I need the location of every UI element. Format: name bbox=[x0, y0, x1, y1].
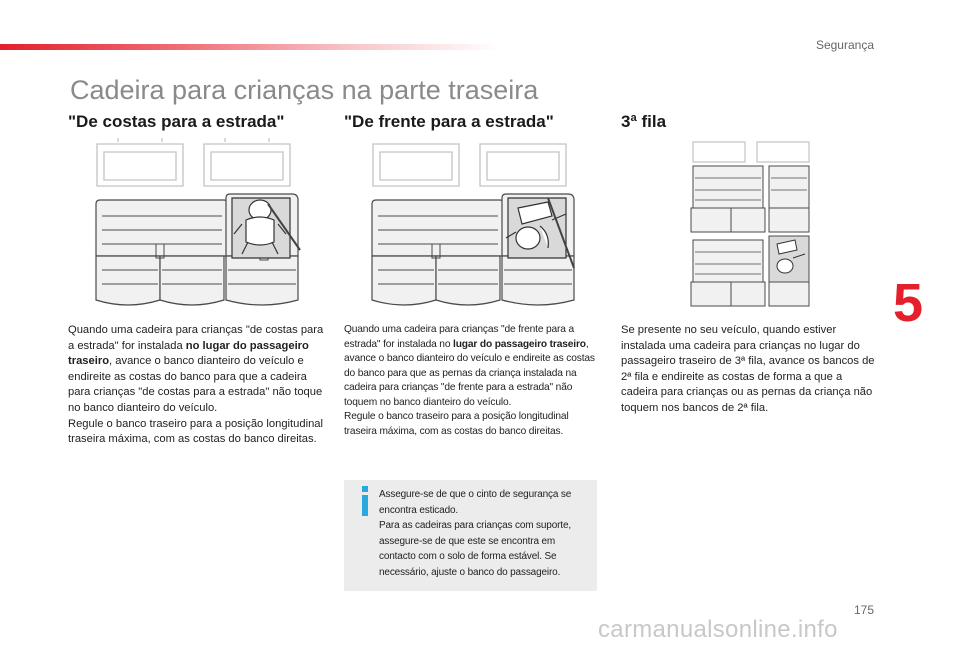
forward-facing-body bbox=[344, 323, 598, 439]
heading-forward-facing: "De frente para a estrada" bbox=[344, 112, 554, 131]
watermark: carmanualsonline.info bbox=[598, 616, 838, 643]
rear-facing-body bbox=[68, 323, 326, 448]
forward-facing-para-2: Regule o banco traseiro para a posição longitudinal traseira máxima, com as costas do banco direitas. bbox=[344, 411, 569, 437]
info-text bbox=[379, 487, 591, 580]
third-row-para-1: Se presente no seu veículo, quando estiver instalada uma cadeira para crianças no lugar do passageiro traseiro de 3ª fila, avance os bancos de 2ª fila e endireite as costas de forma a que a cadeira para crianças ou as pernas da criança não toquem nos bancos de 2ª fila. bbox=[621, 324, 875, 414]
rear-facing-para-2: Regule o banco traseiro para a posição longitudinal traseira máxima, com as costas do banco direitas. bbox=[68, 417, 323, 446]
page-title: Cadeira para crianças na parte traseira bbox=[70, 75, 539, 105]
heading-rear-facing: "De costas para a estrada" bbox=[68, 112, 285, 131]
info-box bbox=[344, 480, 597, 591]
rear-facing-seat-illustration bbox=[92, 138, 302, 310]
header-accent-bar bbox=[0, 44, 500, 50]
section-label: Segurança bbox=[815, 38, 874, 52]
info-line-1: Assegure-se de que o cinto de segurança se encontra esticado. bbox=[379, 489, 572, 516]
third-row-body bbox=[621, 323, 879, 417]
rear-facing-para-1: Quando uma cadeira para crianças "de costas para a estrada" for instalada no lugar do passageiro traseiro, avance o banco dianteiro do veículo e endireite as costas do banco para que a cadeira para crianças "de costas para a estrada" não toque no banco dianteiro do veículo. bbox=[68, 324, 324, 414]
page-number: 175 bbox=[853, 603, 874, 617]
forward-facing-para-1: Quando uma cadeira para crianças "de frente para a estrada" for instalada no lugar do passageiro traseiro, avance o banco dianteiro do veículo e endireite as costas do banco para que as pernas da criança instalada na cadeira para crianças "de frente para a estrada" não toquem no banco dianteiro do veículo. bbox=[344, 324, 595, 408]
forward-facing-seat-illustration bbox=[368, 138, 578, 310]
info-icon bbox=[358, 486, 372, 516]
info-line-2: Para as cadeiras para crianças com suporte, assegure-se de que este se encontra em contacto com o solo de forma estável. Se necessário, ajuste o banco do passageiro. bbox=[379, 520, 571, 578]
chapter-number: 5 bbox=[893, 273, 924, 333]
heading-third-row: 3ª fila bbox=[621, 112, 667, 131]
third-row-seat-illustration bbox=[689, 138, 813, 310]
